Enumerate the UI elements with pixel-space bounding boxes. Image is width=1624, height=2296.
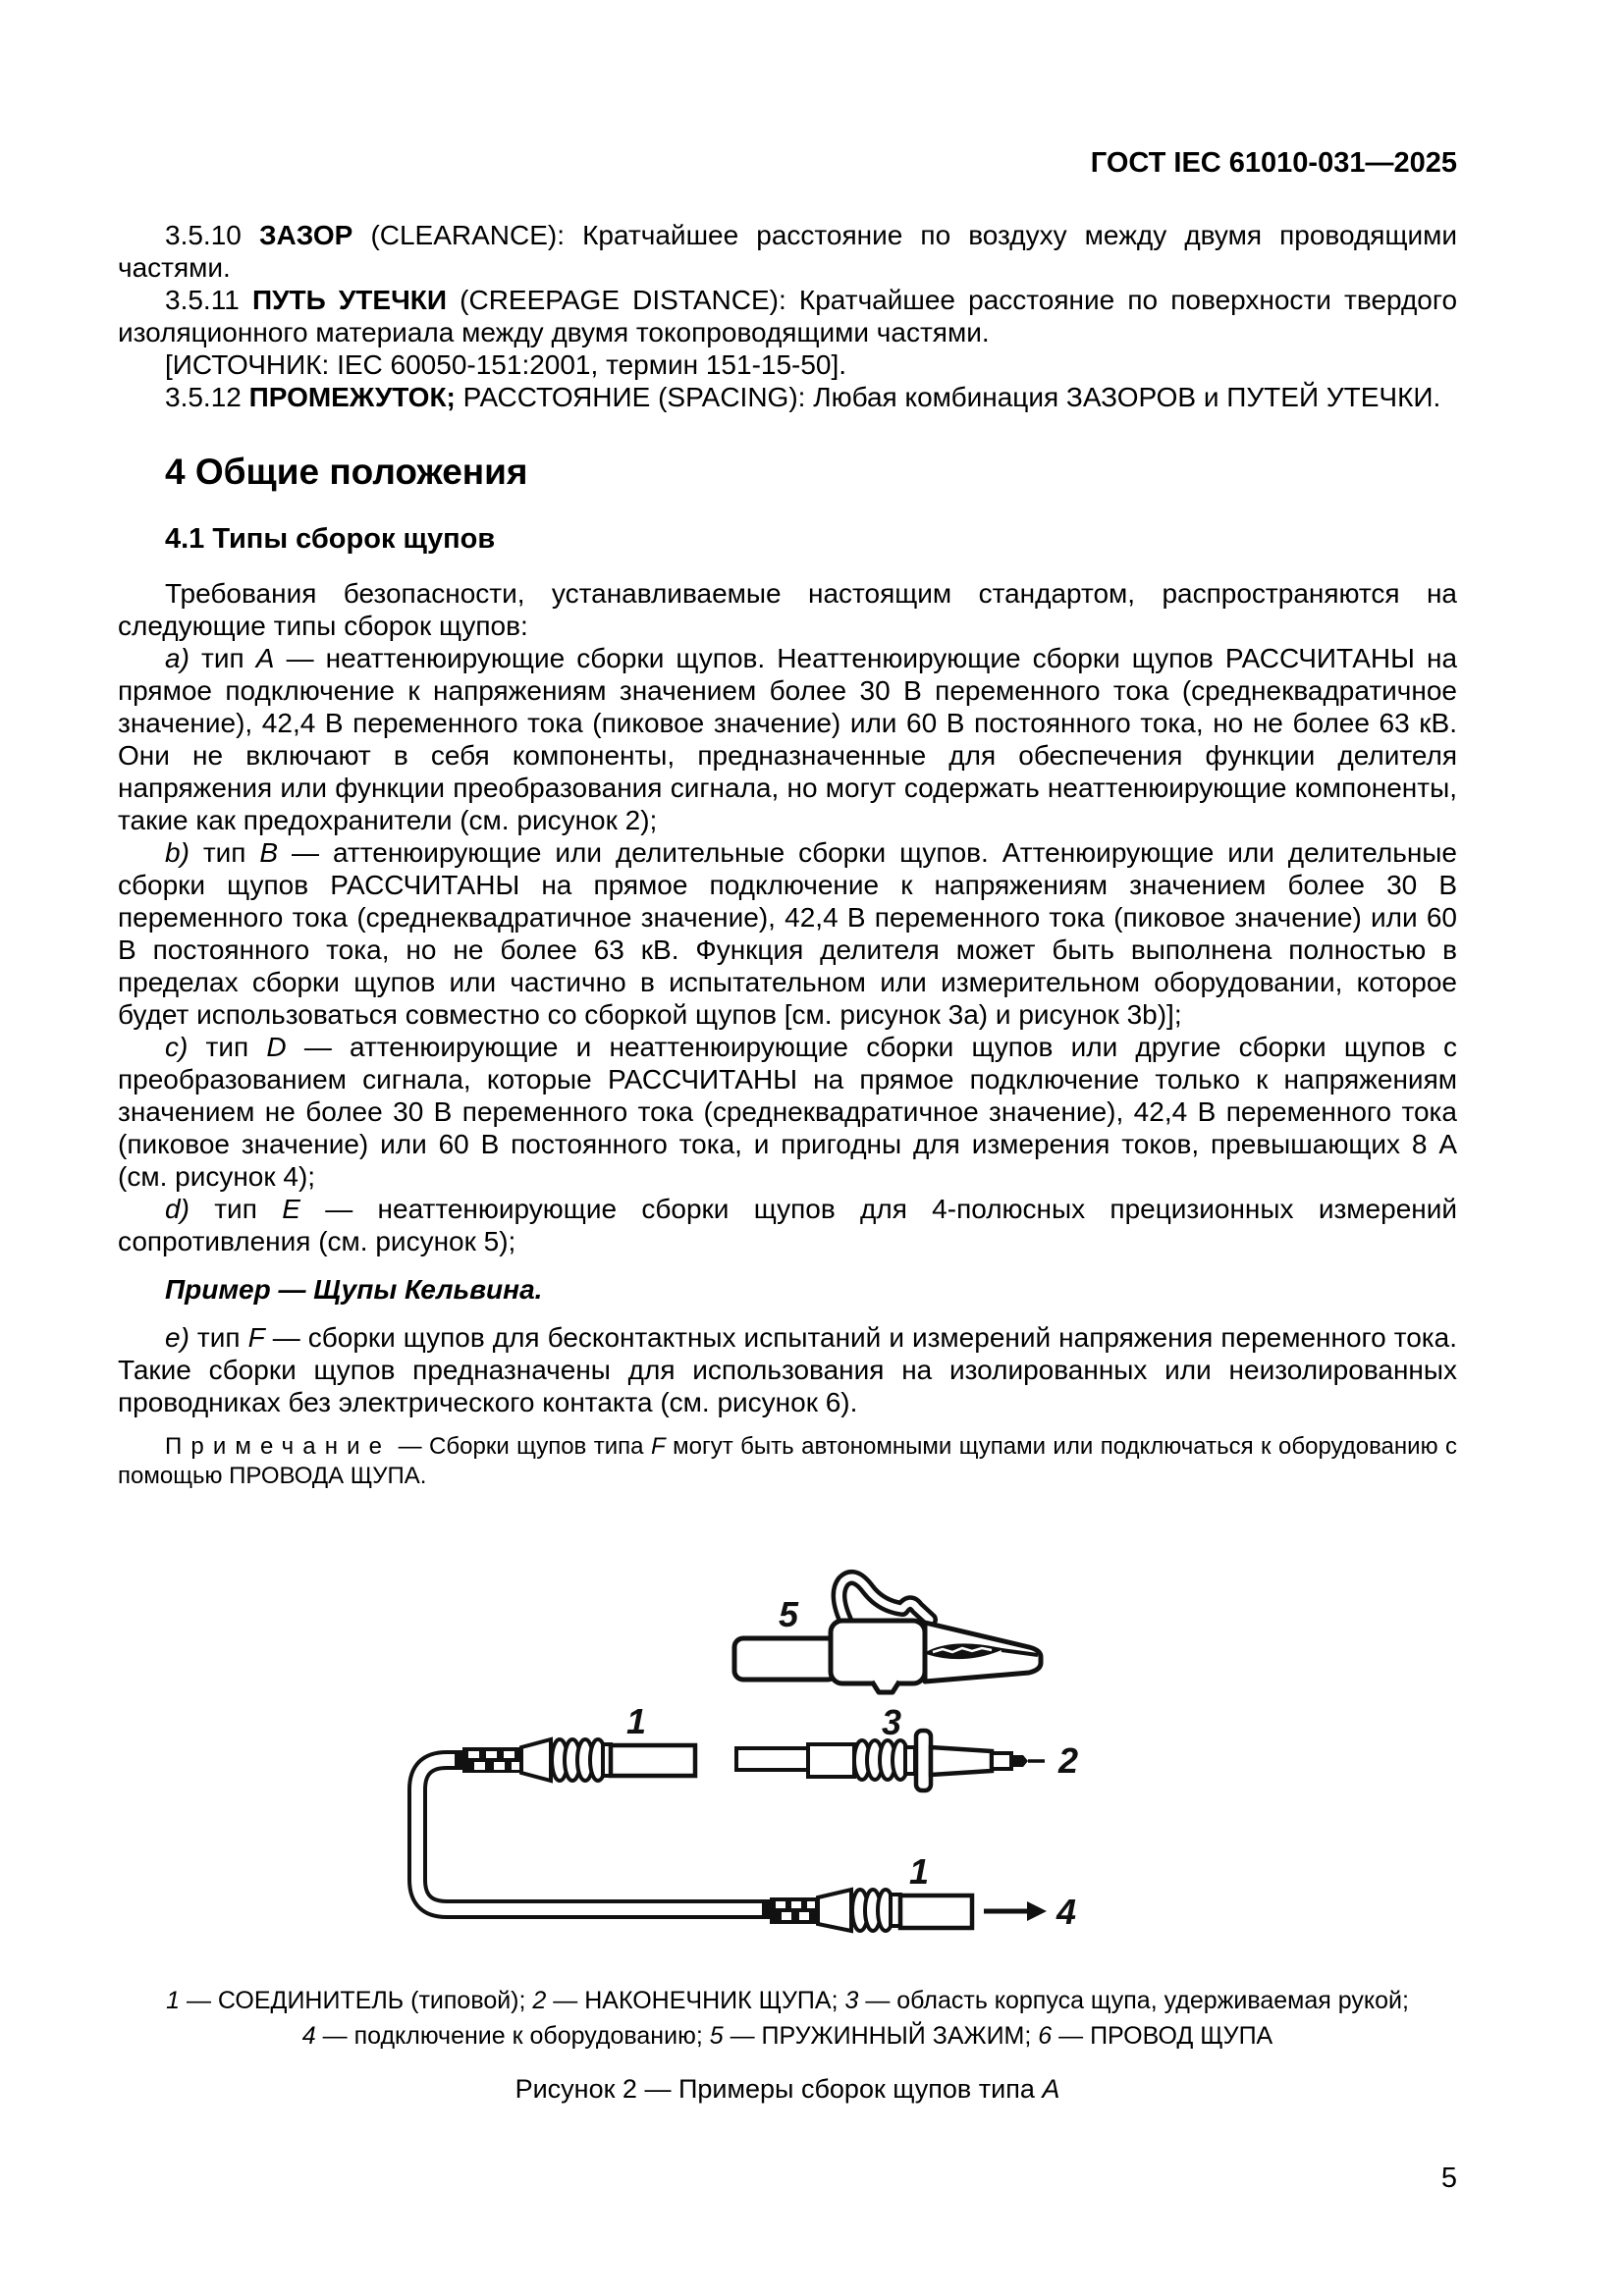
type-word: тип	[205, 1032, 249, 1062]
term-definition: РАССТОЯНИЕ (SPACING): Любая комбинация ЗАЗОРОВ и ПУТЕЙ УТЕЧКИ.	[462, 382, 1441, 412]
list-letter: a)	[165, 643, 189, 673]
term-source-reference: [ИСТОЧНИК: IEC 60050-151:2001, термин 151-15-50].	[165, 349, 847, 380]
list-item-text: — аттенюирующие или делительные сборки щупов. Аттенюирующие или делительные сборки щупов РАССЧИТАНЫ на прямое подключение к напряжениям значением более 30 В переменного тока (среднеквадратичное значение), 42,4 В переменного тока (пиковое значение) или 60 В постоянного тока, но не более 63 кВ. Функция делителя может быть выполнена полностью в пределах сборки щупов или частично в испытательном или измерительном оборудовании, которое будет использоваться совместно со сборкой щупов [см. рисунок 3a) и рисунок 3b)];	[118, 837, 1458, 1030]
term-definition: (CREEPAGE DISTANCE): Кратчайшее расстояние по поверхности твердого изоляционного материала между двумя токопроводящими частями.	[118, 285, 1458, 347]
caption-ref-number: 6	[1038, 2022, 1053, 2050]
figure-label-1-mid: 1	[625, 1701, 647, 1741]
connector-mid	[455, 1739, 695, 1781]
figure-title-text: Рисунок 2 — Примеры сборок щупов типа	[514, 2074, 1035, 2104]
caption-ref-text: — СОЕДИНИТЕЛЬ (типовой);	[186, 1987, 526, 2014]
term-3-5-11	[118, 284, 1457, 348]
figure-caption-line-2	[118, 2018, 1457, 2054]
caption-ref-number: 3	[844, 1987, 859, 2014]
body-text	[118, 219, 1457, 1491]
note-paragraph	[118, 1432, 1457, 1491]
figure-label-1-bottom: 1	[908, 1851, 930, 1892]
figure-label-4: 4	[1056, 1892, 1077, 1932]
caption-ref-text: — НАКОНЕЧНИК ЩУПА;	[553, 1987, 839, 2014]
term-3-5-12	[118, 381, 1457, 413]
list-item-text: — неаттенюирующие сборки щупов для 4-полюсных прецизионных измерений сопротивления (см. рисунок 5);	[118, 1194, 1458, 1256]
caption-ref-number: 1	[166, 1987, 180, 2014]
caption-ref-number: 5	[709, 2022, 724, 2050]
figure-2-drawing	[118, 1524, 1457, 1968]
type-letter: D	[266, 1032, 287, 1062]
note-label: Примечание	[165, 1433, 392, 1460]
caption-ref-text: — подключение к оборудованию;	[322, 2022, 703, 2050]
list-letter: e)	[165, 1322, 189, 1353]
list-item-e	[118, 1321, 1457, 1418]
probe-wire	[417, 1760, 776, 1909]
figure-caption	[118, 1983, 1457, 2054]
note-text-pre: — Сборки щупов типа	[398, 1433, 644, 1460]
term-word: ЗАЗОР	[258, 220, 353, 250]
term-definition: (CLEARANCE): Кратчайшее расстояние по воздуху между двумя проводящими частями.	[118, 220, 1458, 283]
term-3-5-10	[118, 219, 1457, 284]
list-item-a	[118, 642, 1457, 836]
arrow-to-equipment	[984, 1901, 1047, 1921]
type-word: тип	[202, 837, 246, 868]
figure-label-5: 5	[778, 1594, 799, 1634]
type-word: тип	[214, 1194, 257, 1224]
caption-ref-text: — ПРУЖИННЫЙ ЗАЖИМ;	[730, 2022, 1032, 2050]
type-letter: B	[259, 837, 279, 868]
list-letter: c)	[165, 1032, 189, 1062]
figure-2	[118, 1524, 1457, 2106]
list-item-text: — неаттенюирующие сборки щупов. Неаттенюирующие сборки щупов РАССЧИТАНЫ на прямое подключение к напряжениям значением более 30 В переменного тока (среднеквадратичное значение), 42,4 В переменного тока (пиковое значение) или 60 В постоянного тока, но не более 63 кВ. Они не включают в себя компоненты, предназначенные для обеспечения функции делителя напряжения или функции преобразования сигнала, но могут содержать неаттенюирующие компоненты, такие как предохранители (см. рисунок 2);	[118, 643, 1458, 835]
figure-caption-line-1	[118, 1983, 1457, 2018]
list-item-text: — аттенюирующие и неаттенюирующие сборки щупов или другие сборки щупов с преобразованием сигнала, которые РАССЧИТАНЫ на прямое подключение только к напряжениям значением не более 30 В переменного тока (среднеквадратичное значение), 42,4 В переменного тока (пиковое значение) или 60 В постоянного тока, и пригодны для измерения токов, превышающих 8 А (см. рисунок 4);	[118, 1032, 1458, 1192]
note-text-post: могут быть автономными щупами или подключаться к оборудованию с помощью ПРОВОДА ЩУПА.	[118, 1433, 1458, 1489]
example-paragraph: Пример — Щупы Кельвина.	[165, 1274, 543, 1305]
type-letter: F	[650, 1433, 666, 1460]
list-letter: b)	[165, 837, 189, 868]
term-number: 3.5.10	[165, 220, 242, 250]
connector-bottom	[762, 1890, 972, 1931]
type-word: тип	[196, 1322, 241, 1353]
doc-code-header: ГОСТ IEC 61010-031—2025	[1090, 147, 1457, 179]
term-number: 3.5.11	[165, 285, 240, 315]
list-item-b	[118, 836, 1457, 1031]
caption-ref-text: — ПРОВОД ЩУПА	[1058, 2022, 1273, 2050]
list-item-text: — сборки щупов для бесконтактных испытаний и измерений напряжения переменного тока. Такие сборки щупов предназначены для использования на изолированных или неизолированных проводниках без электрического контакта (см. рисунок 6).	[118, 1322, 1458, 1417]
term-word: ПУТЬ УТЕЧКИ	[251, 285, 447, 315]
spring-clamp-sleeve	[734, 1638, 837, 1680]
list-letter: d)	[165, 1194, 189, 1224]
type-letter: F	[247, 1322, 265, 1353]
figure-title-type-letter: A	[1042, 2074, 1060, 2104]
figure-label-3: 3	[881, 1702, 902, 1742]
list-item-d	[118, 1193, 1457, 1257]
caption-ref-text: — область корпуса щупа, удерживаемая рукой;	[865, 1987, 1409, 2014]
figure-label-2: 2	[1058, 1740, 1079, 1781]
subsection-heading: 4.1 Типы сборок щупов	[165, 523, 496, 555]
spring-clamp-body	[831, 1621, 925, 1683]
page-number: 5	[1440, 2163, 1457, 2194]
term-word: ПРОМЕЖУТОК;	[248, 382, 456, 412]
intro-paragraph: Требования безопасности, устанавливаемые настоящим стандартом, распространяются на следующие типы сборок щупов:	[118, 578, 1457, 641]
caption-ref-number: 4	[301, 2022, 316, 2050]
figure-title	[118, 2073, 1457, 2106]
term-number: 3.5.12	[165, 382, 242, 412]
type-letter: A	[255, 643, 275, 673]
list-item-c	[118, 1031, 1457, 1193]
type-letter: E	[282, 1194, 300, 1224]
spring-clamp-notch	[872, 1677, 899, 1692]
caption-ref-number: 2	[532, 1987, 547, 2014]
type-word: тип	[201, 643, 244, 673]
section-heading: 4 Общие положения	[165, 452, 528, 492]
